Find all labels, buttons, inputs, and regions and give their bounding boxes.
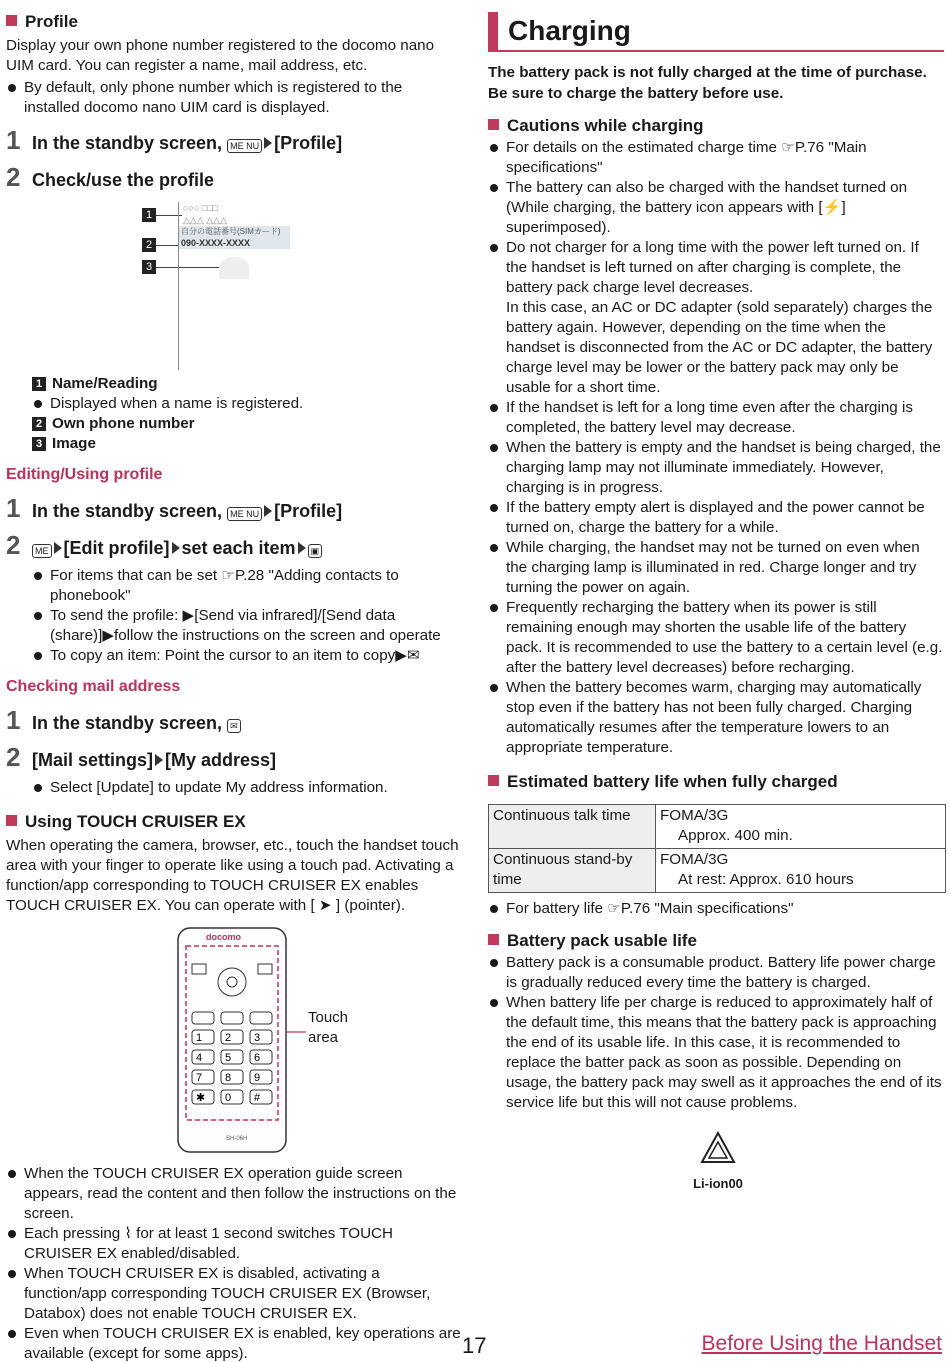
section-square-icon bbox=[488, 934, 499, 945]
callout-1: 1 bbox=[142, 208, 156, 222]
callout-2: 2 bbox=[142, 238, 156, 252]
profile-step-2: 2 Check/use the profile bbox=[6, 162, 215, 192]
usable-bullet-1: Battery pack is a consumable product. Battery life power charge is gradually reduced every time the battery is charged. bbox=[488, 953, 944, 993]
page-number: 17 bbox=[462, 1333, 487, 1358]
phone-key-label: 1 bbox=[196, 1032, 203, 1044]
camera-key-icon: ▣ bbox=[308, 544, 323, 558]
editing-step-2: 2 ME [Edit profile] set each item ▣ bbox=[6, 533, 462, 560]
callout-3: 3 bbox=[142, 260, 156, 274]
arrow-icon bbox=[172, 542, 180, 554]
section-square-icon bbox=[6, 815, 17, 826]
arrow-icon bbox=[264, 505, 272, 517]
phone-key-label: 7 bbox=[196, 1072, 203, 1084]
estimated-bullet: For battery life ☞P.76 "Main specifications" bbox=[488, 899, 944, 919]
menu-key-icon: ME NU bbox=[227, 507, 262, 521]
caution-bullet-9: When the battery becomes warm, charging may automatically stop even if the battery has not been fully charged. Charging automatically resumes after the temperature lowers to an appropriate temperature. bbox=[488, 678, 944, 758]
estimated-heading: Estimated battery life when fully charged bbox=[488, 770, 944, 794]
arrow-icon bbox=[264, 137, 272, 149]
section-square-icon bbox=[6, 15, 17, 26]
recycle-icon bbox=[697, 1130, 739, 1168]
touch-bullet-3: When TOUCH CRUISER EX is disabled, activating a function/app corresponding TOUCH CRUISER EX (Browser, Databox) does not enable TOUCH CRUISER EX. bbox=[6, 1264, 462, 1324]
checking-subhead: Checking mail address bbox=[6, 678, 181, 695]
caution-continuation: In this case, an AC or DC adapter (sold separately) charges the battery again. However, depending on the time when the handset is disconnected from the AC or DC adapter, the battery charge level may be lower or the battery pack may only be usable for a short time. bbox=[506, 299, 933, 396]
profile-step-1: 1 In the standby screen, ME NU [Profile] bbox=[6, 125, 343, 155]
legend-item-2: 2 Own phone number bbox=[32, 414, 462, 434]
checking-bullet: Select [Update] to update My address information. bbox=[32, 778, 462, 798]
section-square-icon bbox=[488, 119, 499, 130]
editing-bullet-2: To send the profile: ▶[Send via infrared]/[Send data (share)]▶follow the instructions on the screen and operate bbox=[32, 606, 462, 646]
phone-key-label: 8 bbox=[225, 1072, 232, 1084]
legend-item-3: 3 Image bbox=[32, 434, 462, 454]
section-square-icon bbox=[488, 775, 499, 786]
phone-key-label: 4 bbox=[196, 1052, 203, 1064]
right-column bbox=[488, 12, 944, 1113]
phone-illustration bbox=[6, 926, 462, 1154]
legend-note: Displayed when a name is registered. bbox=[32, 394, 462, 414]
menu-key-icon: ME bbox=[32, 544, 52, 558]
arrow-icon bbox=[298, 542, 306, 554]
caution-bullet-6: If the battery empty alert is displayed and the power cannot be turned on, charge the battery for a while. bbox=[488, 498, 944, 538]
caution-bullet-3: Do not charger for a long time with the power left turned on. If the handset is left turned on after charging is complete, the battery pack charge level decreases. bbox=[488, 238, 944, 298]
pointer-icon: ➤ bbox=[318, 897, 332, 914]
arrow-icon bbox=[54, 542, 62, 554]
table-row: Continuous talk time FOMA/3G Approx. 400 min. bbox=[489, 805, 946, 849]
phone-key-label: # bbox=[254, 1092, 261, 1104]
usable-bullet-2: When battery life per charge is reduced to approximately half of the default time, this means that the battery pack is approaching the end of its usable life. In this case, it is recommended to replace the batter pack as soon as possible. Depending on usage, the battery pack may swell as it approaches the end of its service life but this will not cause problems. bbox=[488, 993, 944, 1113]
phone-brand-text: docomo bbox=[206, 932, 241, 942]
legend-item-1: 1 Name/Reading bbox=[32, 374, 462, 394]
caution-bullet-1: For details on the estimated charge time ☞P.76 "Main specifications" bbox=[488, 138, 944, 178]
charging-title: Charging bbox=[488, 12, 944, 52]
profile-heading: Profile bbox=[6, 10, 462, 34]
phone-model-text: SH-06H bbox=[226, 1136, 248, 1142]
charging-intro: The battery pack is not fully charged at the time of purchase. Be sure to charge the battery before use. bbox=[488, 64, 927, 102]
touch-bullet-2: Each pressing ⌇ for at least 1 second switches TOUCH CRUISER EX enabled/disabled. bbox=[6, 1224, 462, 1264]
caution-bullet-8: Frequently recharging the battery when its power is still remaining enough may shorten the usable life of the battery pack. It is recommended to use the battery to a certain level (e.g. after the battery level decreases) before recharging. bbox=[488, 598, 944, 678]
caution-bullet-5: When the battery is empty and the handset is being charged, the charging lamp may not illuminate immediately. However, charging is in progress. bbox=[488, 438, 944, 498]
touch-heading: Using TOUCH CRUISER EX bbox=[6, 810, 462, 834]
usable-heading: Battery pack usable life bbox=[488, 929, 944, 953]
table-row: Continuous stand-by time FOMA/3G At rest: Approx. 610 hours bbox=[489, 849, 946, 893]
touch-area-label: Touch area bbox=[308, 1009, 349, 1046]
caution-bullet-7: While charging, the handset may not be turned on even when the charging lamp is illuminated in red. Charge longer and try turning the power on again. bbox=[488, 538, 944, 598]
phone-key-label: 0 bbox=[225, 1092, 232, 1104]
checking-step-2: 2 [Mail settings] [My address] bbox=[6, 742, 277, 772]
profile-screen-figure bbox=[6, 198, 462, 370]
left-column bbox=[6, 6, 462, 1362]
editing-subhead: Editing/Using profile bbox=[6, 466, 163, 483]
section-link[interactable]: Before Using the Handset bbox=[701, 1332, 942, 1355]
touch-intro: When operating the camera, browser, etc., touch the handset touch area with your finger to operate like using a touch pad. Activating a function/app corresponding to TOUCH CRUISER EX enables TOUCH CRUISER EX. You can operate with [ ➤ ] (pointer). bbox=[6, 837, 459, 914]
touch-bullet-4: Even when TOUCH CRUISER EX is enabled, key operations are available (except for some apps). bbox=[6, 1324, 462, 1362]
touch-bullet-1: When the TOUCH CRUISER EX operation guide screen appears, read the content and then follow the instructions on the screen. bbox=[6, 1164, 462, 1224]
cautions-heading: Cautions while charging bbox=[488, 114, 944, 138]
avatar-image-icon bbox=[219, 257, 249, 279]
phone-key-label: 2 bbox=[225, 1032, 232, 1044]
caution-bullet-2: The battery can also be charged with the handset turned on (While charging, the battery icon appears with [⚡] superimposed). bbox=[488, 178, 944, 238]
editing-step-1: 1 In the standby screen, ME NU [Profile] bbox=[6, 493, 343, 523]
battery-life-table bbox=[488, 804, 946, 893]
phone-key-label: 9 bbox=[254, 1072, 261, 1084]
profile-intro: Display your own phone number registered to the docomo nano UIM card. You can register a name, mail address, etc. bbox=[6, 37, 435, 74]
mail-key-icon: ✉ bbox=[227, 719, 241, 733]
phone-key-label: ✱ bbox=[196, 1092, 206, 1104]
profile-bullet: By default, only phone number which is registered to the installed docomo nano UIM card is displayed. bbox=[6, 78, 462, 118]
menu-key-icon: ME NU bbox=[227, 139, 262, 153]
caution-bullet-4: If the handset is left for a long time even after the charging is completed, the battery level may decrease. bbox=[488, 398, 944, 438]
profile-screen-image: ○○○ □□□ △△△ △△△ 自分の電話番号(SIMカード) 090-XXXX-XXXX bbox=[178, 202, 290, 370]
phone-key-label: 3 bbox=[254, 1032, 261, 1044]
recycle-mark: Li-ion00 bbox=[688, 1130, 748, 1194]
arrow-icon bbox=[155, 754, 163, 766]
phone-key-label: 5 bbox=[225, 1052, 232, 1064]
checking-step-1: 1 In the standby screen, ✉ bbox=[6, 708, 462, 735]
phone-key-label: 6 bbox=[254, 1052, 261, 1064]
editing-bullet-1: For items that can be set ☞P.28 "Adding contacts to phonebook" bbox=[32, 566, 462, 606]
editing-bullet-3: To copy an item: Point the cursor to an item to copy▶✉ bbox=[32, 646, 462, 666]
